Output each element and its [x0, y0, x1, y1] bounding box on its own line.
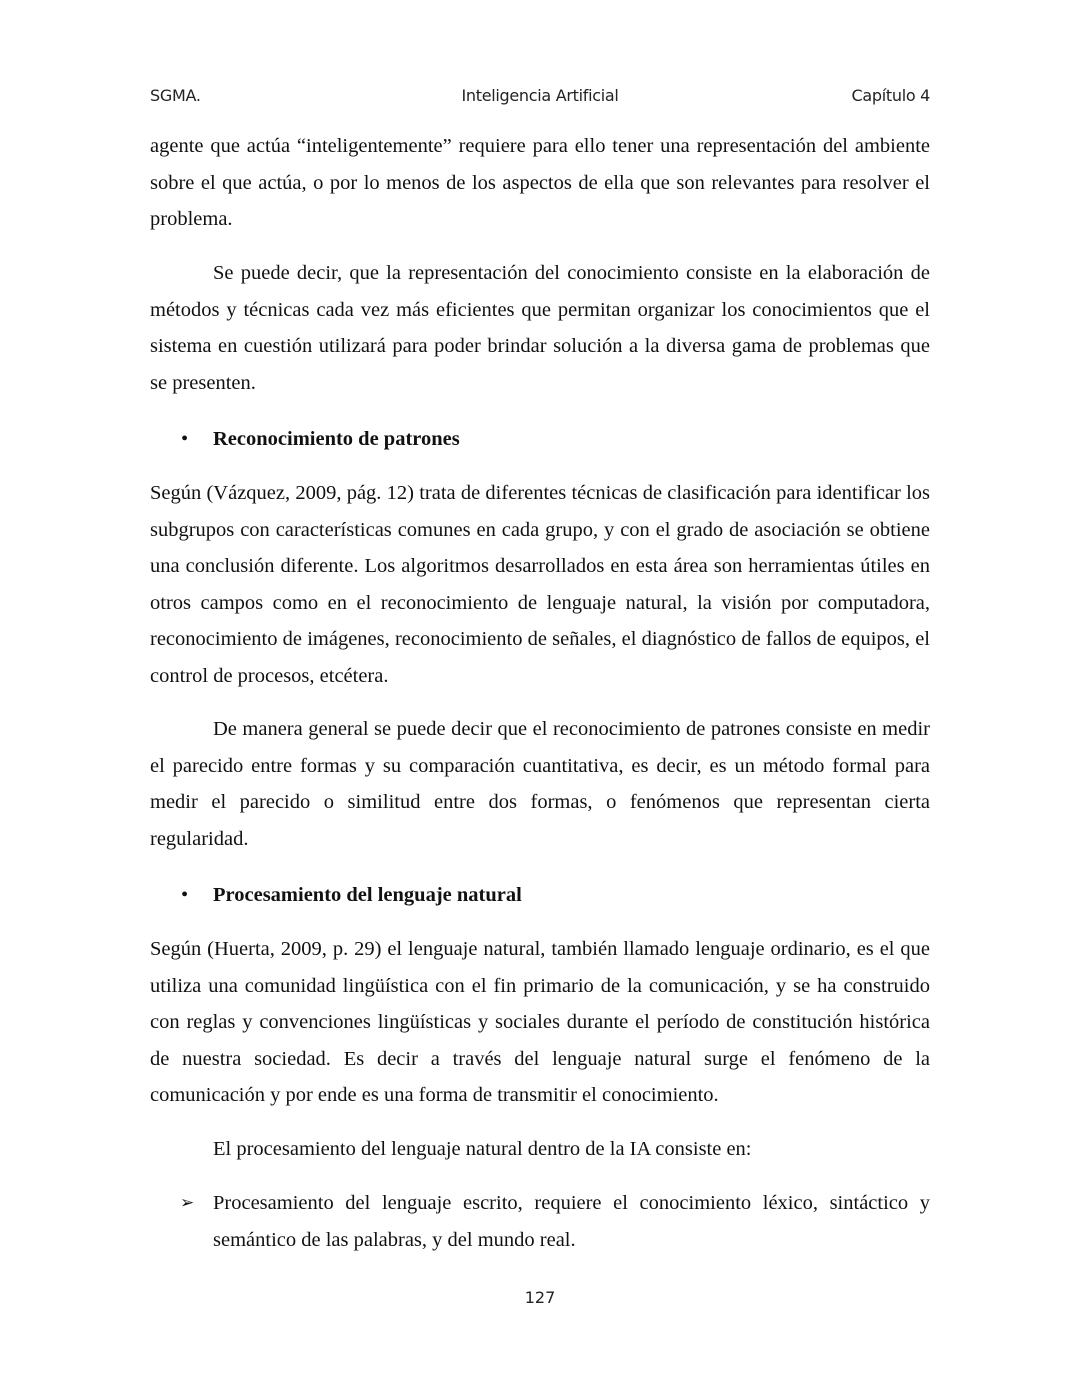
- paragraph-knowledge-representation: Se puede decir, que la representación del conocimiento consiste en la elaboración de métodos y técnicas cada vez más eficientes que permitan organizar los conocimientos que el sistema en cuestión utilizará para poder brindar solución a la diversa gama de problemas que se presenten.: [150, 262, 930, 394]
- paragraph-continuation: agente que actúa “inteligentemente” requiere para ello tener una representación del ambiente sobre el que actúa, o por lo menos de los aspectos de ella que son relevantes para resolver el problema.: [150, 135, 930, 230]
- heading-label: Procesamiento del lenguaje natural: [213, 884, 522, 906]
- header-chapter: Capítulo 4: [851, 86, 930, 105]
- running-header: [150, 86, 930, 110]
- list-item-text: Procesamiento del lenguaje escrito, requiere el conocimiento léxico, sintáctico y semántico de las palabras, y del mundo real.: [213, 1192, 930, 1251]
- header-title: Inteligencia Artificial: [461, 86, 619, 105]
- bullet-icon: •: [181, 884, 189, 906]
- bullet-icon: •: [181, 428, 189, 450]
- paragraph-huerta-citation: Según (Huerta, 2009, p. 29) el lenguaje natural, también llamado lenguaje ordinario, es el que utiliza una comunidad lingüística con el fin primario de la comunicación, y se ha construido con reglas y convenciones lingüísticas y sociales durante el período de constitución histórica de nuestra sociedad. Es decir a través del lenguaje natural surge el fenómeno de la comunicación y por ende es una forma de transmitir el conocimiento.: [150, 938, 930, 1106]
- paragraph-nlp-intro: El procesamiento del lenguaje natural dentro de la IA consiste en:: [213, 1138, 752, 1160]
- page-number: 127: [524, 1288, 556, 1307]
- paragraph-vazquez-citation: Según (Vázquez, 2009, pág. 12) trata de diferentes técnicas de clasificación para identificar los subgrupos con características comunes en cada grupo, y con el grado de asociación se obtiene una conclusión diferente. Los algoritmos desarrollados en esta área son herramientas útiles en otros campos como en el reconocimiento de lenguaje natural, la visión por computadora, reconocimiento de imágenes, reconocimiento de señales, el diagnóstico de fallos de equipos, el control de procesos, etcétera.: [150, 482, 930, 687]
- list-item: [150, 1185, 930, 1258]
- heading-label: Reconocimiento de patrones: [213, 428, 460, 450]
- header-author: SGMA.: [150, 86, 201, 105]
- paragraph-pattern-definition: De manera general se puede decir que el reconocimiento de patrones consiste en medir el parecido entre formas y su comparación cuantitativa, es decir, es un método formal para medir el parecido o similitud entre dos formas, o fenómenos que representan cierta regularidad.: [150, 718, 930, 850]
- arrow-bullet-icon: ➢: [180, 1193, 195, 1212]
